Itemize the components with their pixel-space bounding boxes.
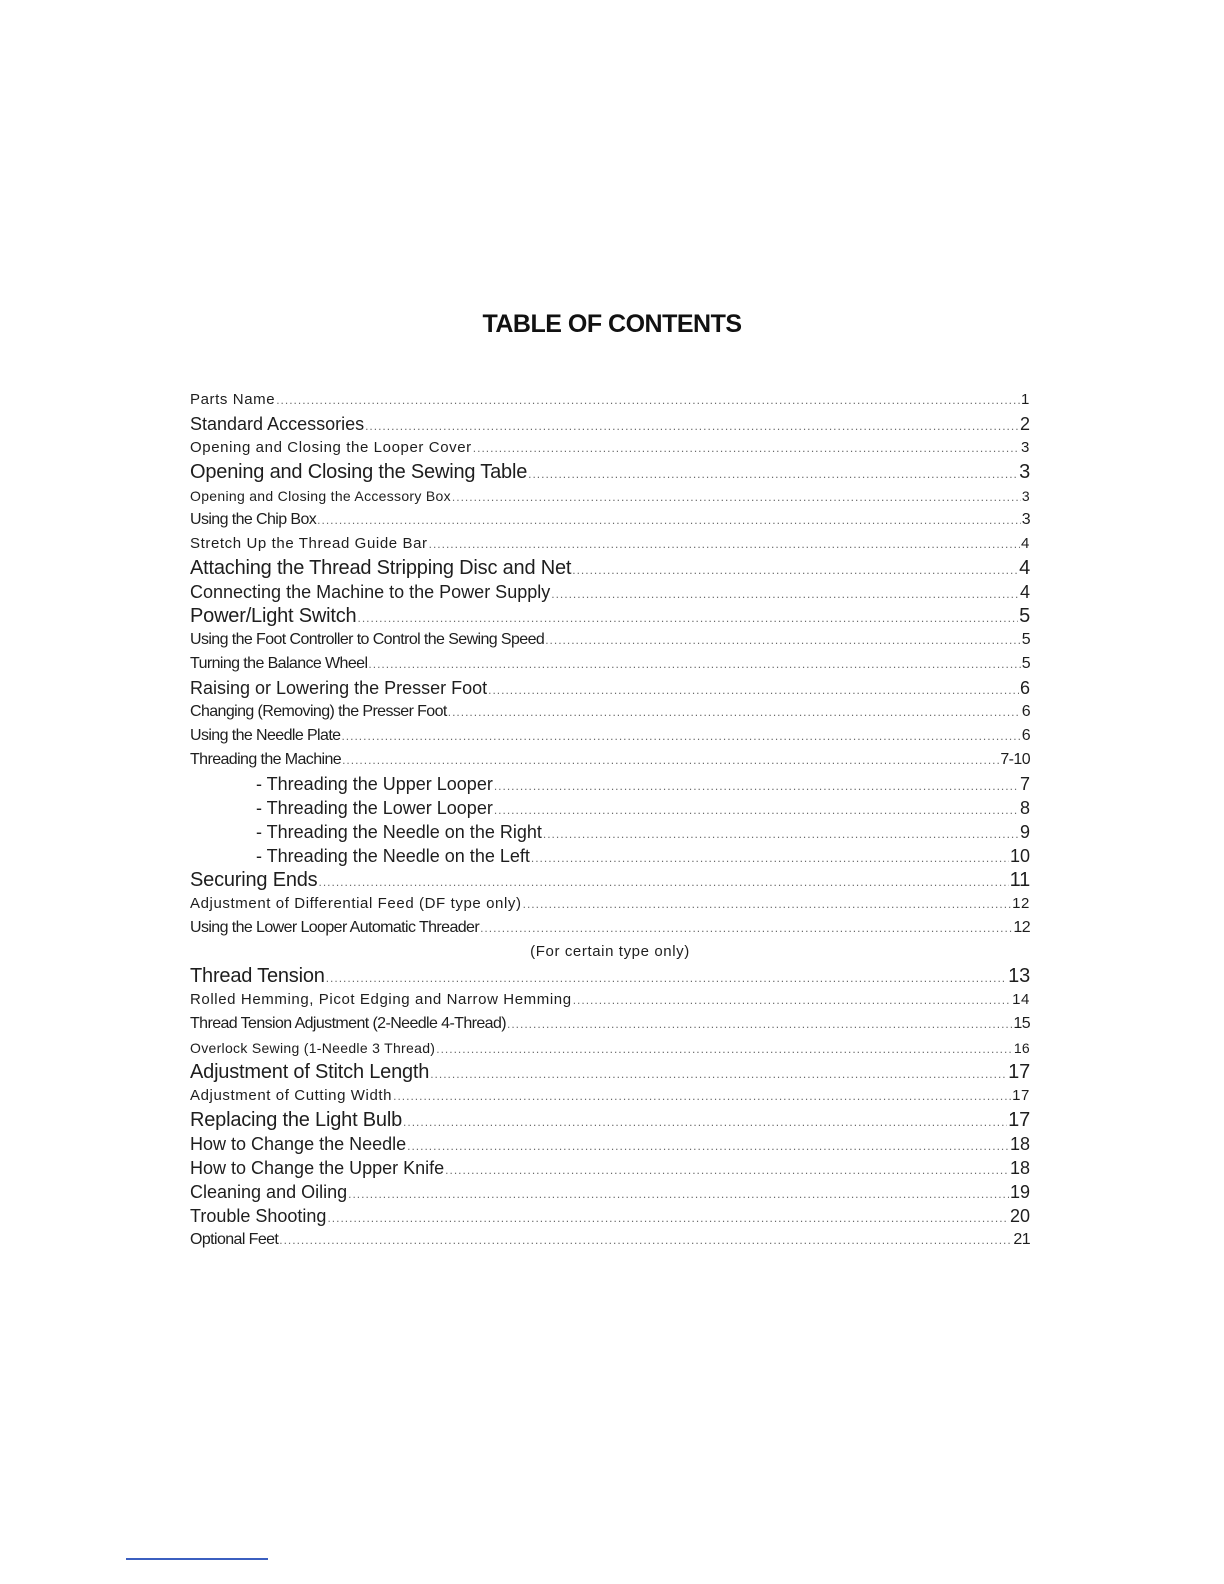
leader-dots [365, 414, 1019, 436]
toc-entry-label: Replacing the Light Bulb [190, 1109, 403, 1131]
leader-dots [348, 1182, 1009, 1204]
leader-dots [452, 485, 1021, 508]
leader-dots [327, 1206, 1009, 1228]
leader-dots [445, 1158, 1009, 1180]
toc-entry-label: Opening and Closing the Looper Cover [190, 439, 472, 456]
toc-entry-label: Threading the Machine [190, 751, 342, 768]
toc-entry-label: Power/Light Switch [190, 605, 357, 627]
leader-dots [551, 582, 1019, 604]
leader-dots [430, 1062, 1007, 1084]
leader-dots [448, 700, 1021, 724]
toc-entry-label: Securing Ends [190, 869, 318, 891]
toc-entry-page: 9 [1019, 822, 1030, 842]
toc-entry-label: Overlock Sewing (1-Needle 3 Thread) [190, 1040, 436, 1056]
toc-entry-label: Adjustment of Stitch Length [190, 1061, 430, 1083]
toc-entry-label: Opening and Closing the Accessory Box [190, 488, 451, 504]
leader-dots [341, 724, 1020, 748]
toc-entry [190, 892, 1030, 916]
toc-entry [190, 988, 1030, 1012]
toc-entry-page: 5 [1021, 631, 1030, 648]
leader-dots [473, 436, 1020, 460]
toc-entry [190, 1180, 1030, 1204]
leader-dots [507, 1012, 1012, 1036]
toc-entry-label: How to Change the Needle [190, 1134, 407, 1154]
toc-entry [190, 484, 1030, 508]
toc-entry-label: Optional Feet [190, 1231, 279, 1248]
toc-entry [190, 676, 1030, 700]
toc-entry [190, 580, 1030, 604]
toc-entry [190, 604, 1030, 628]
leader-dots [368, 652, 1020, 676]
toc-entry-page: 1 [1021, 391, 1030, 408]
toc-entry-label: - Threading the Upper Looper [256, 774, 493, 794]
leader-dots [279, 1228, 1012, 1252]
leader-dots [545, 628, 1020, 652]
toc-entry [190, 1108, 1030, 1132]
toc-entry-page: 7-10 [1000, 751, 1030, 768]
toc-entry [190, 652, 1030, 676]
toc-entry-page: 12 [1012, 895, 1030, 912]
leader-dots [436, 1037, 1013, 1060]
toc-entry-label: Stretch Up the Thread Guide Bar [190, 535, 428, 552]
toc-entry-label: How to Change the Upper Knife [190, 1158, 445, 1178]
toc-entry-label: Connecting the Machine to the Power Supply [190, 582, 551, 602]
toc-entry-page: 10 [1009, 846, 1030, 866]
toc-entry-page: 4 [1019, 582, 1030, 602]
toc-entry-page: 17 [1008, 1061, 1030, 1083]
leader-dots [573, 988, 1011, 1012]
toc-entry-label: Adjustment of Differential Feed (DF type only) [190, 895, 522, 912]
toc-entry-label: Using the Lower Looper Automatic Threader [190, 919, 480, 936]
leader-dots [543, 822, 1019, 844]
toc-entry [190, 724, 1030, 748]
toc-entry-page: 13 [1008, 965, 1030, 987]
toc-entry [190, 916, 1030, 940]
toc-entry-label: Rolled Hemming, Picot Edging and Narrow Hemming [190, 991, 572, 1008]
toc-entry-page: 6 [1019, 678, 1030, 698]
leader-dots [393, 1084, 1011, 1108]
toc-entry-page: 3 [1021, 511, 1030, 528]
table-of-contents [190, 388, 1030, 1252]
toc-entry-page: 18 [1009, 1134, 1030, 1154]
toc-entry [190, 1060, 1030, 1084]
toc-entry-page: 6 [1021, 703, 1030, 720]
toc-entry [190, 748, 1030, 772]
toc-subentry [190, 772, 1030, 796]
toc-entry-label: Turning the Balance Wheel [190, 655, 368, 672]
toc-entry-page: 18 [1009, 1158, 1030, 1178]
leader-dots [531, 846, 1009, 868]
toc-entry-page: 6 [1021, 727, 1030, 744]
leader-dots [494, 798, 1019, 820]
leader-dots [357, 606, 1018, 628]
toc-entry-label: - Threading the Needle on the Left [256, 846, 530, 866]
toc-entry-page: 12 [1013, 919, 1030, 936]
toc-entry-label: Standard Accessories [190, 414, 365, 434]
toc-entry-label: Trouble Shooting [190, 1206, 327, 1226]
toc-entry-page: 19 [1009, 1182, 1030, 1202]
leader-dots [317, 508, 1021, 532]
toc-entry [190, 1036, 1030, 1060]
toc-entry-page: 5 [1019, 605, 1030, 627]
toc-entry-page: 21 [1013, 1231, 1030, 1248]
toc-entry-label: Cleaning and Oiling [190, 1182, 348, 1202]
toc-subentry [190, 820, 1030, 844]
toc-entry [190, 964, 1030, 988]
toc-entry-label: Parts Name [190, 391, 276, 408]
toc-entry [190, 1228, 1030, 1252]
toc-entry-page: 5 [1021, 655, 1030, 672]
toc-entry-label: Adjustment of Cutting Width [190, 1087, 393, 1104]
toc-entry-label: Thread Tension Adjustment (2-Needle 4-Thread) [190, 1015, 507, 1032]
toc-entry [190, 412, 1030, 436]
toc-entry-page: 14 [1012, 991, 1030, 1008]
toc-entry-page: 20 [1009, 1206, 1030, 1226]
toc-entry-label: - Threading the Needle on the Right [256, 822, 542, 842]
toc-entry-label: - Threading the Lower Looper [256, 798, 493, 818]
toc-entry-label: Opening and Closing the Sewing Table [190, 461, 528, 483]
toc-entry-page: 3 [1021, 488, 1030, 504]
toc-entry [190, 508, 1030, 532]
leader-dots [528, 462, 1018, 484]
toc-entry-page: 16 [1013, 1040, 1030, 1056]
leader-dots [494, 774, 1019, 796]
leader-dots [572, 558, 1018, 580]
toc-entry-page: 15 [1013, 1015, 1030, 1032]
leader-dots [407, 1134, 1009, 1156]
toc-entry-label: Thread Tension [190, 965, 325, 987]
leader-dots [318, 870, 1008, 892]
toc-entry [190, 1132, 1030, 1156]
footer-rule [126, 1558, 268, 1560]
toc-entry-label: Raising or Lowering the Presser Foot [190, 678, 488, 698]
toc-entry-label: Changing (Removing) the Presser Foot [190, 703, 447, 720]
leader-dots [523, 892, 1011, 916]
toc-subentry [190, 796, 1030, 820]
toc-entry-label: Using the Needle Plate [190, 727, 341, 744]
toc-entry-page: 8 [1019, 798, 1030, 818]
toc-entry-page: 3 [1021, 439, 1030, 456]
toc-entry-page: 17 [1008, 1109, 1030, 1131]
toc-entry-label: Using the Foot Controller to Control the Sewing Speed [190, 631, 545, 648]
leader-dots [326, 966, 1007, 988]
leader-dots [276, 388, 1020, 412]
toc-entry [190, 1084, 1030, 1108]
toc-note-text: (For certain type only) [530, 943, 690, 960]
toc-note [190, 940, 1030, 964]
leader-dots [403, 1110, 1007, 1132]
toc-entry [190, 556, 1030, 580]
toc-entry-page: 4 [1021, 535, 1030, 552]
toc-entry-page: 4 [1019, 557, 1030, 579]
toc-subentry [190, 844, 1030, 868]
toc-entry [190, 1012, 1030, 1036]
toc-entry [190, 460, 1030, 484]
toc-entry-label: Attaching the Thread Stripping Disc and Net [190, 557, 572, 579]
toc-entry-label: Using the Chip Box [190, 511, 317, 528]
toc-entry-page: 3 [1019, 461, 1030, 483]
toc-entry [190, 436, 1030, 460]
toc-entry [190, 868, 1030, 892]
toc-entry [190, 388, 1030, 412]
leader-dots [342, 748, 999, 772]
leader-dots [480, 916, 1012, 940]
page-title: TABLE OF CONTENTS [482, 310, 742, 338]
toc-entry-page: 2 [1019, 414, 1030, 434]
toc-entry-page: 7 [1019, 774, 1030, 794]
leader-dots [488, 678, 1019, 700]
toc-entry-page: 11 [1009, 869, 1030, 891]
toc-entry [190, 700, 1030, 724]
toc-entry-page: 17 [1012, 1087, 1030, 1104]
toc-entry [190, 1156, 1030, 1180]
toc-entry [190, 532, 1030, 556]
leader-dots [429, 532, 1020, 556]
toc-entry [190, 628, 1030, 652]
toc-entry [190, 1204, 1030, 1228]
